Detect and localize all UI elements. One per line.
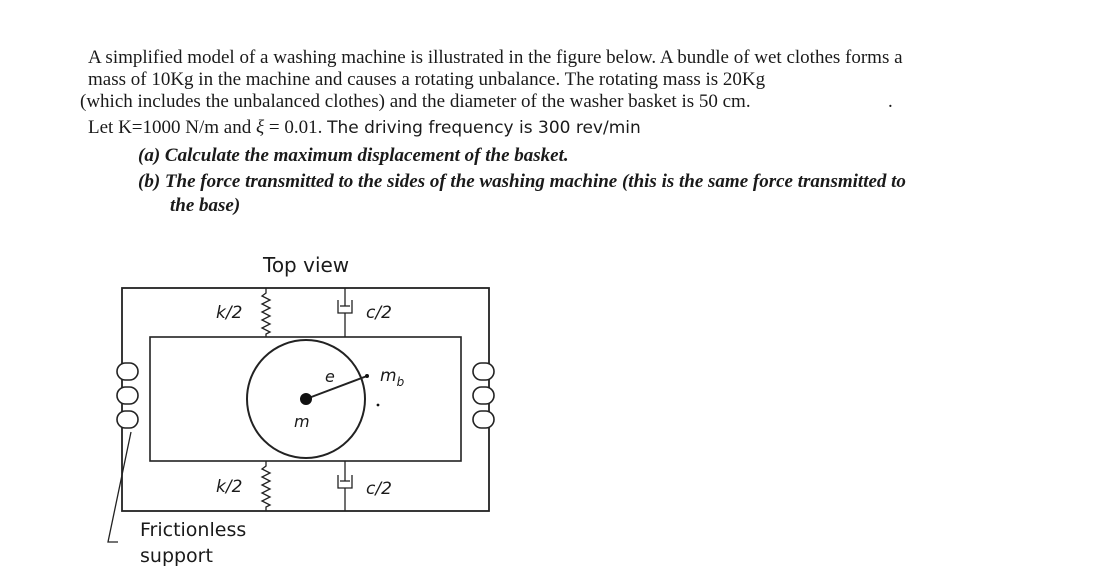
spring-bottom [262, 461, 270, 511]
driving-frequency-text: The driving frequency is 300 rev/min [327, 118, 641, 138]
problem-line-2: mass of 10Kg in the machine and causes a rotating unbalance. The rotating mass is 20Kg [88, 69, 766, 90]
problem-line-1: A simplified model of a washing machine is illustrated in the figure below. A bundle of wet clothes forms a [88, 47, 903, 68]
damping-ratio-text: = 0.01. [264, 117, 328, 138]
unbalance-mass-dot [377, 404, 380, 407]
support-leader-line [108, 432, 131, 542]
roller-support-left [117, 363, 138, 428]
unbalance-mass-symbol: m [380, 366, 397, 386]
question-a: (a) Calculate the maximum displacement of the basket. [138, 145, 569, 166]
damper-top [338, 288, 352, 337]
problem-line-3: (which includes the unbalanced clothes) and the diameter of the washer basket is 50 cm. [80, 91, 751, 112]
unbalance-mass-label [380, 366, 405, 389]
unbalance-mass-subscript: b [396, 375, 405, 389]
spring-bottom-label: k/2 [216, 477, 243, 497]
figure-title: Top view [263, 253, 350, 277]
center-mass-dot [300, 393, 312, 405]
support-label-line-2: support [140, 545, 213, 567]
damper-bottom-label: c/2 [366, 479, 392, 499]
unbalance-point [365, 374, 369, 378]
eccentricity-label: e [325, 367, 335, 386]
spring-top [262, 288, 270, 337]
mass-label: m [294, 412, 310, 431]
problem-line-3-dot: . [888, 91, 893, 112]
roller-support-right [473, 363, 494, 428]
spring-top-label: k/2 [216, 303, 243, 323]
question-b-line-1: (b) The force transmitted to the sides of the washing machine (this is the same force transmitted to [138, 171, 906, 192]
damper-top-label: c/2 [366, 303, 392, 323]
xi-symbol: ξ [255, 117, 265, 138]
stiffness-text: Let K=1000 N/m and [88, 117, 256, 138]
damper-bottom [338, 461, 352, 511]
question-b-line-2: the base) [170, 195, 241, 216]
eccentric-arm [306, 376, 367, 399]
support-label-line-1: Frictionless [140, 519, 247, 541]
